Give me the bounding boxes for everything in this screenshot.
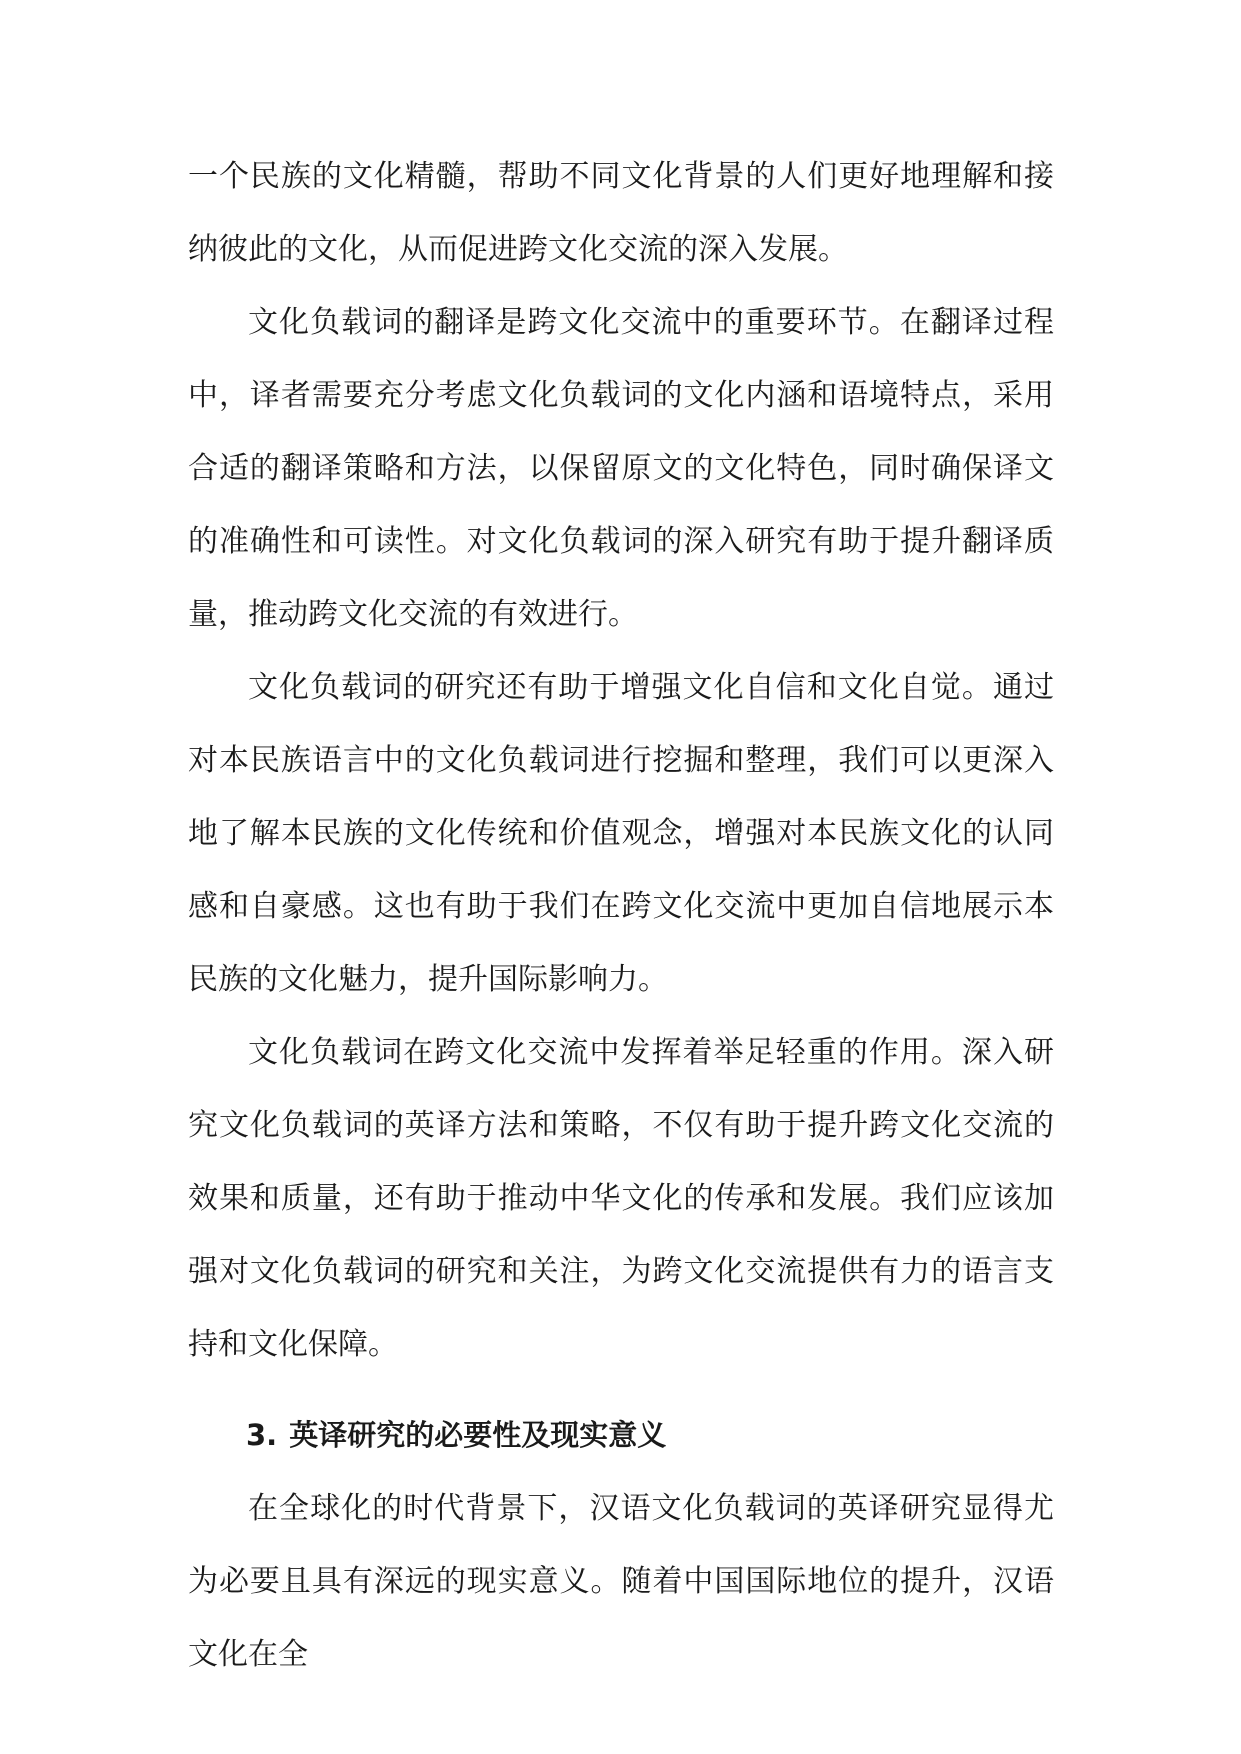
paragraph: 在全球化的时代背景下，汉语文化负载词的英译研究显得尤为必要且具有深远的现实意义。随着中国国际地位的提升，汉语文化在全 [188, 1491, 1054, 1672]
paragraph: 一个民族的文化精髓，帮助不同文化背景的人们更好地理解和接纳彼此的文化，从而促进跨文化交流的深入发展。 [188, 159, 1054, 267]
paragraph: 文化负载词的翻译是跨文化交流中的重要环节。在翻译过程中，译者需要充分考虑文化负载词的文化内涵和语境特点，采用合适的翻译策略和方法，以保留原文的文化特色，同时确保译文的准确性和可读性。对文化负载词的深入研究有助于提升翻译质量，推动跨文化交流的有效进行。 [188, 305, 1054, 632]
document-body [188, 140, 1054, 1691]
section-number: 3. [246, 1418, 278, 1452]
paragraph: 文化负载词在跨文化交流中发挥着举足轻重的作用。深入研究文化负载词的英译方法和策略，不仅有助于提升跨文化交流的效果和质量，还有助于推动中华文化的传承和发展。我们应该加强对文化负载词的研究和关注，为跨文化交流提供有力的语言支持和文化保障。 [188, 1035, 1054, 1362]
section-title: 英译研究的必要性及现实意义 [289, 1418, 667, 1452]
paragraph: 文化负载词的研究还有助于增强文化自信和文化自觉。通过对本民族语言中的文化负载词进行挖掘和整理，我们可以更深入地了解本民族的文化传统和价值观念，增强对本民族文化的认同感和自豪感。这也有助于我们在跨文化交流中更加自信地展示本民族的文化魅力，提升国际影响力。 [188, 670, 1054, 997]
section-heading [188, 1399, 1054, 1472]
